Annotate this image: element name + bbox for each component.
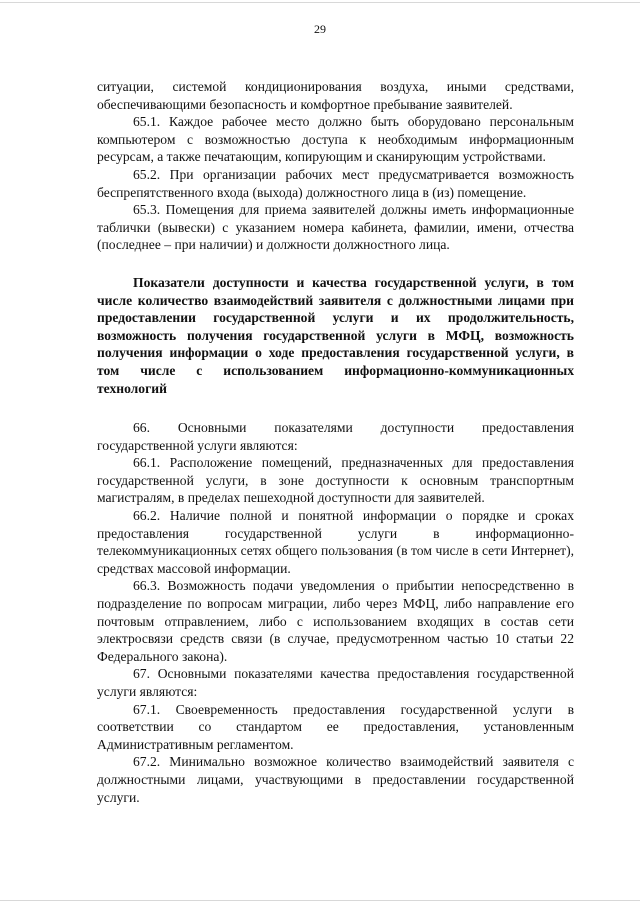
paragraph-66-1: 66.1. Расположение помещений, предназначенных для предоставления государственной услуги, в зоне доступности к основным транспортным магистралям, в пределах пешеходной доступности для заявителей. [97,455,574,506]
paragraph-67-1: 67.1. Своевременность предоставления государственной услуги в соответствии со стандартом ее предоставления, установленным Административным регламентом. [97,701,574,752]
paragraph-66-3: 66.3. Возможность подачи уведомления о прибытии непосредственно в подразделение по вопросам миграции, либо через МФЦ, либо направление его почтовым отправлением, либо с использованием входящих в состав сети электросвязи средств связи (в случае, предусмотренном частью 10 статьи 22 Федерального закона). [97,578,574,664]
page-number: 29 [314,22,326,36]
paragraph-66: 66. Основными показателями доступности предоставления государственной услуги являются: [97,420,574,453]
paragraph-67-2: 67.2. Минимально возможное количество взаимодействий заявителя с должностными лицами, участвующими в предоставлении государственной услуги. [97,754,574,805]
paragraph-65-1: 65.1. Каждое рабочее место должно быть оборудовано персональным компьютером с возможностью доступа к необходимым информационным ресурсам, а также печатающим, копирующим и сканирующим устройствами. [97,114,574,165]
paragraph-65-2: 65.2. При организации рабочих мест предусматривается возможность беспрепятственного входа (выхода) должностного лица в (из) помещение. [97,166,574,200]
section-heading: Показатели доступности и качества государственной услуги, в том числе количество взаимодействий заявителя с должностными лицами при предоставлении государственной услуги и их продолжительность, возможность получения государственной услуги в МФЦ, возможность получения информации о ходе предоставления государственной услуги, в том числе с использованием информационно-коммуникационных технологий [97,274,574,396]
document-body [97,78,574,806]
paragraph-67: 67. Основными показателями качества предоставления государственной услуги являются: [97,666,574,699]
scan-edge-bottom [0,900,640,901]
paragraph-65-3: 65.3. Помещения для приема заявителей должны иметь информационные таблички (вывески) с указанием номера кабинета, фамилии, имени, отчества (последнее – при наличии) и должности должностного лица. [97,202,574,253]
scan-edge-top [0,2,640,3]
paragraph-continuation: ситуации, системой кондиционирования воздуха, иными средствами, обеспечивающими безопасность и комфортное пребывание заявителей. [97,79,574,112]
paragraph-66-2: 66.2. Наличие полной и понятной информации о порядке и сроках предоставления государственной услуги в информационно-телекоммуникационных сетях общего пользования (в том числе в сети Интернет), средствах массовой информации. [97,508,574,576]
